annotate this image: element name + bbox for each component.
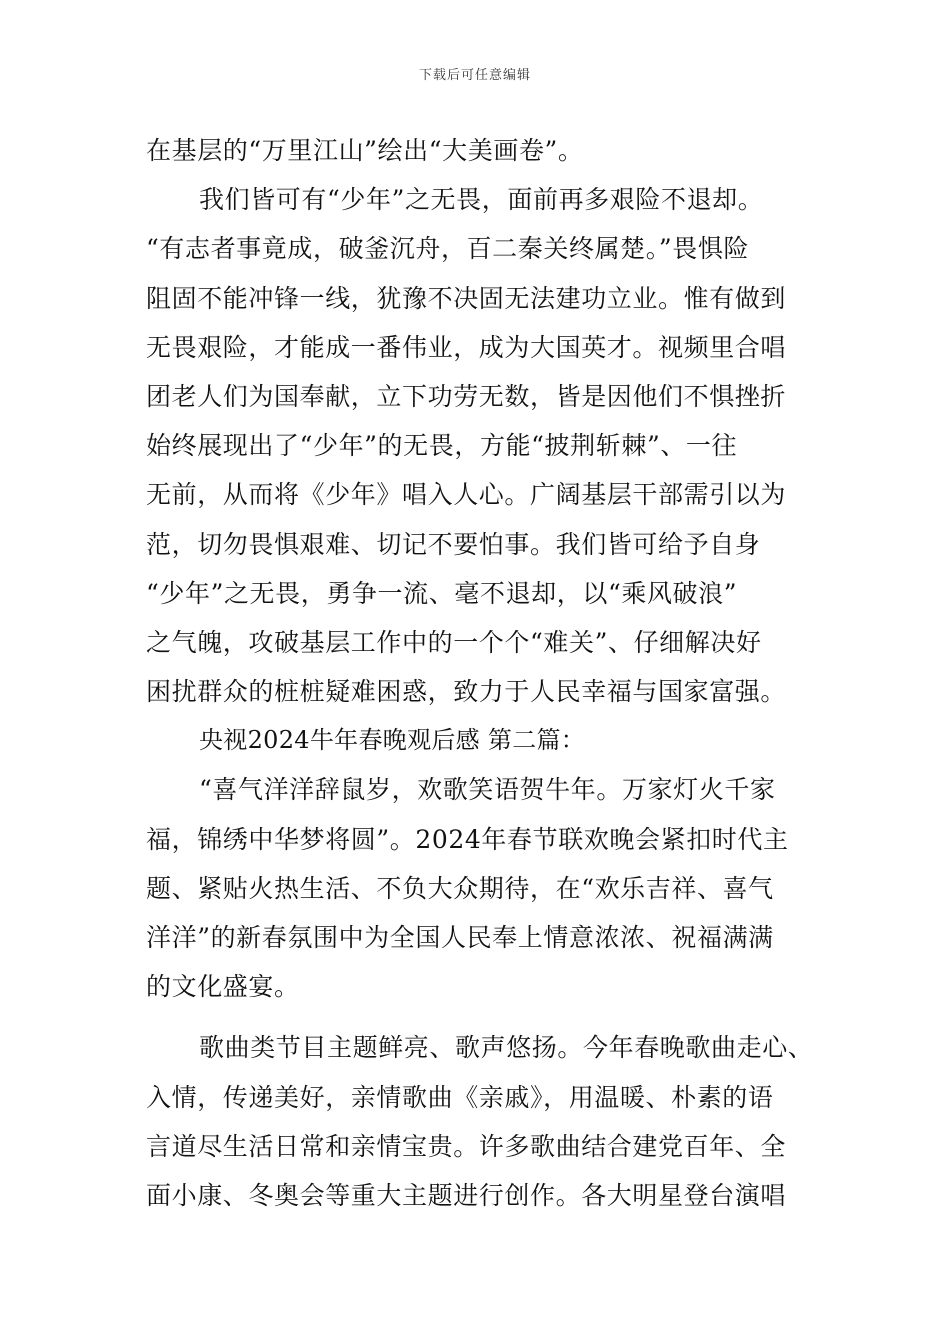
- text-line: 无前，从而将《少年》唱入人心。广阔基层干部需引以为: [146, 480, 787, 510]
- paragraph-start-line: 我们皆可有“少年”之无畏，面前再多艰险不退却。: [199, 185, 764, 215]
- text-line: “有志者事竟成，破釜沉舟，百二秦关终属楚。”畏惧险: [146, 234, 750, 264]
- text-line: 言道尽生活日常和亲情宝贵。许多歌曲结合建党百年、全: [146, 1131, 787, 1161]
- text-line: 之气魄，攻破基层工作中的一个个“难关”、仔细解决好: [146, 627, 762, 657]
- text-line: “少年”之无畏，勇争一流、毫不退却，以“乘风破浪”: [146, 578, 738, 608]
- text-line: 福，锦绣中华梦将圆”。2024年春节联欢晚会紧扣时代主: [146, 824, 789, 854]
- text-line: 题、紧贴火热生活、不负大众期待，在“欢乐吉祥、喜气: [146, 873, 774, 903]
- text-line: 在基层的“万里江山”绘出“大美画卷”。: [146, 136, 584, 165]
- paragraph-gap: [146, 1011, 836, 1023]
- text-line: 困扰群众的桩桩疑难困惑，致力于人民幸福与国家富强。: [146, 677, 787, 707]
- text-line: 洋洋”的新春氛围中为全国人民奉上情意浓浓、祝福满满: [146, 923, 774, 952]
- text-line: 始终展现出了“少年”的无畏，方能“披荆斩棘”、一往: [146, 431, 738, 461]
- text-line: 无畏艰险，才能成一番伟业，成为大国英才。视频里合唱: [146, 332, 787, 362]
- paragraph-start-line: 歌曲类节目主题鲜亮、歌声悠扬。今年春晚歌曲走心、: [199, 1033, 814, 1063]
- paragraph-start-line: “喜气洋洋辞鼠岁，欢歌笑语贺牛年。万家灯火千家: [199, 775, 776, 805]
- text-line: 面小康、冬奥会等重大主题进行创作。各大明星登台演唱: [146, 1180, 787, 1210]
- document-body: [146, 126, 836, 1220]
- text-line: 的文化盛宴。: [146, 972, 300, 1002]
- section-heading: 央视2024牛年春晚观后感 第二篇：: [199, 726, 586, 755]
- page-header-note: 下载后可任意编辑: [418, 68, 531, 83]
- text-line: 范，切勿畏惧艰难、切记不要怕事。我们皆可给予自身: [146, 529, 761, 559]
- text-line: 团老人们为国奉献，立下功劳无数，皆是因他们不惧挫折: [146, 381, 787, 411]
- text-line: 入情，传递美好，亲情歌曲《亲戚》，用温暖、朴素的语: [146, 1082, 774, 1112]
- text-line: 阻固不能冲锋一线，犹豫不决固无法建功立业。惟有做到: [146, 283, 787, 313]
